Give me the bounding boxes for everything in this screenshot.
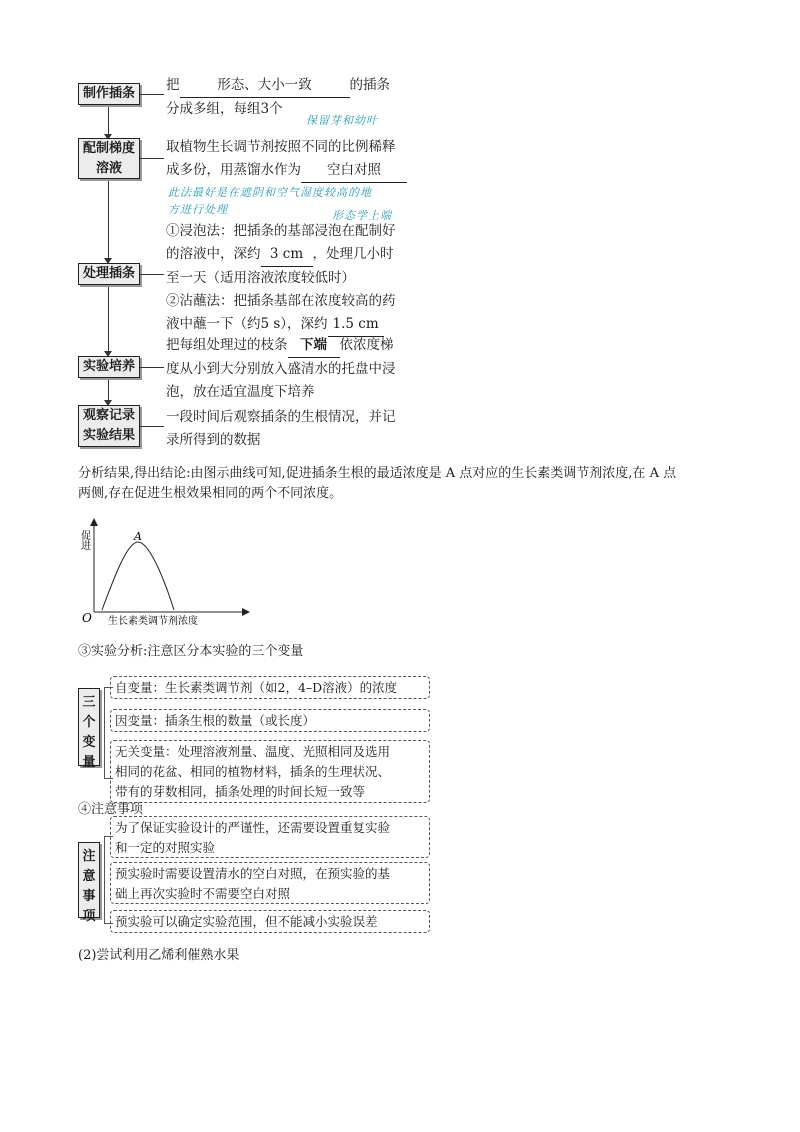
text-line: ②沾蘸法：把插条基部在浓度较高的药 xyxy=(166,293,396,309)
connector-line xyxy=(140,426,164,427)
y-axis-label: 促进 xyxy=(78,530,90,550)
section4-title: ④注意事项 xyxy=(78,802,144,817)
step-label: 实验培养 xyxy=(82,359,135,374)
step-record-results xyxy=(78,405,140,447)
step4-text xyxy=(166,334,418,404)
answer-fill: 1.5 cm xyxy=(328,313,384,337)
answer-fill: 形态、大小一致 xyxy=(180,74,350,98)
step-culture xyxy=(78,356,140,378)
step5-text xyxy=(166,406,418,452)
text-line: 和一定的对照实验 xyxy=(115,840,216,855)
precaution-box xyxy=(110,816,430,858)
text-segment: 液中蘸一下（约5 s），深约 xyxy=(166,316,328,332)
question-line: (2)尝试利用乙烯利催熟水果 xyxy=(78,948,240,963)
irrelevant-variable-box xyxy=(110,740,430,803)
step1-text xyxy=(166,74,418,121)
x-axis-label: 生长素类调节剂浓度 xyxy=(108,616,198,627)
text-segment: 成多份，用蒸馏水作为 xyxy=(166,162,301,178)
answer-fill: 下端 xyxy=(288,334,340,358)
text-line: 自变量：生长素类调节剂（如2，4–D溶液）的浓度 xyxy=(115,680,398,695)
step-prepare-solution xyxy=(78,138,140,179)
precaution-box xyxy=(110,910,430,933)
connector-line xyxy=(140,367,164,368)
step-treat-cuttings xyxy=(78,263,140,285)
text-line: 录所得到的数据 xyxy=(166,432,261,448)
handwritten-note: 此法最好是在遮阴和空气湿度较高的地 xyxy=(168,186,372,199)
connector-line xyxy=(140,274,164,275)
response-curve xyxy=(102,542,174,610)
handwritten-note: 保留芽和幼叶 xyxy=(306,114,378,127)
text-line: 分成多组，每组3个 xyxy=(166,101,283,117)
step-label: 处理插条 xyxy=(82,266,135,281)
text-line: 分析结果,得出结论:由图示曲线可知,促进插条生根的最适浓度是 A 点对应的生长素类调节剂浓度,在 A 点 xyxy=(78,466,677,481)
origin-label: O xyxy=(82,611,92,625)
text-line: 至一天（适用溶液浓度较低时） xyxy=(166,270,355,286)
connector-line xyxy=(140,158,164,159)
text-line: ①浸泡法：把插条的基部浸泡在配制好 xyxy=(166,223,396,239)
y-axis-arrow-icon xyxy=(90,518,98,526)
peak-label: A xyxy=(134,530,142,543)
step-make-cuttings xyxy=(78,83,140,105)
concentration-curve-graph xyxy=(72,512,252,630)
step-label: 观察记录 xyxy=(82,408,135,423)
x-axis-arrow-icon xyxy=(242,608,250,616)
text-line: 带有的芽数相同，插条处理的时间长短一致等 xyxy=(115,784,366,799)
variables-label-box xyxy=(78,688,100,770)
text-line: 相同的花盆、相同的植物材料，插条的生理状况、 xyxy=(115,764,391,779)
text-line: 为了保证实验设计的严谨性，还需要设置重复实验 xyxy=(115,820,391,835)
text-line: 泡，放在适宜温度下培养 xyxy=(166,384,315,400)
dependent-variable-box xyxy=(110,709,430,732)
step-label: 实验结果 xyxy=(82,428,135,443)
text-line: 两侧,存在促进生根效果相同的两个不同浓度。 xyxy=(78,486,343,501)
step3-text xyxy=(166,220,418,337)
answer-fill: 3 cm xyxy=(261,243,313,267)
text-line: 预实验时需要设置清水的空白对照，在预实验的基 xyxy=(115,866,391,881)
section3-title: ③实验分析:注意区分本实验的三个变量 xyxy=(78,644,304,659)
text-line: 因变量：插条生根的数量（或长度） xyxy=(115,713,316,728)
connector-line xyxy=(108,285,109,357)
independent-variable-box xyxy=(110,676,430,699)
precaution-box xyxy=(110,862,430,904)
handwritten-note: 方进行处理 xyxy=(168,203,228,216)
text-line: 无关变量：处理溶液剂量、温度、光照相同及选用 xyxy=(115,744,391,759)
handwritten-note: 形态学上端 xyxy=(332,209,392,222)
answer-fill: 空白对照 xyxy=(301,159,407,183)
connector-line xyxy=(108,178,109,264)
text-segment: 的插条 xyxy=(349,77,390,93)
step-label: 制作插条 xyxy=(82,86,135,101)
text-segment: 把 xyxy=(166,77,180,93)
precautions-label-box xyxy=(78,842,100,924)
text-line: 预实验可以确定实验范围，但不能减小实验误差 xyxy=(115,914,378,929)
box-label: 注意事项 xyxy=(82,849,96,924)
step-label: 配制梯度 xyxy=(82,141,135,156)
text-segment: ，处理几小时 xyxy=(312,246,394,262)
text-line: 一段时间后观察插条的生根情况，并记 xyxy=(166,409,396,425)
text-segment: 把每组处理过的枝条 xyxy=(166,337,288,353)
text-segment: 的溶液中，深约 xyxy=(166,246,261,262)
text-line: 度从小到大分别放入盛清水的托盘中浸 xyxy=(166,361,396,377)
text-line: 础上再次实验时不需要空白对照 xyxy=(115,886,291,901)
box-label: 三个变量 xyxy=(82,695,96,770)
analysis-paragraph xyxy=(78,464,738,504)
text-line: 取植物生长调节剂按照不同的比例稀释 xyxy=(166,139,396,155)
text-segment: 依浓度梯 xyxy=(339,337,394,353)
connector-line xyxy=(140,94,164,95)
step-label: 溶液 xyxy=(95,161,122,176)
step2-text xyxy=(166,136,418,183)
